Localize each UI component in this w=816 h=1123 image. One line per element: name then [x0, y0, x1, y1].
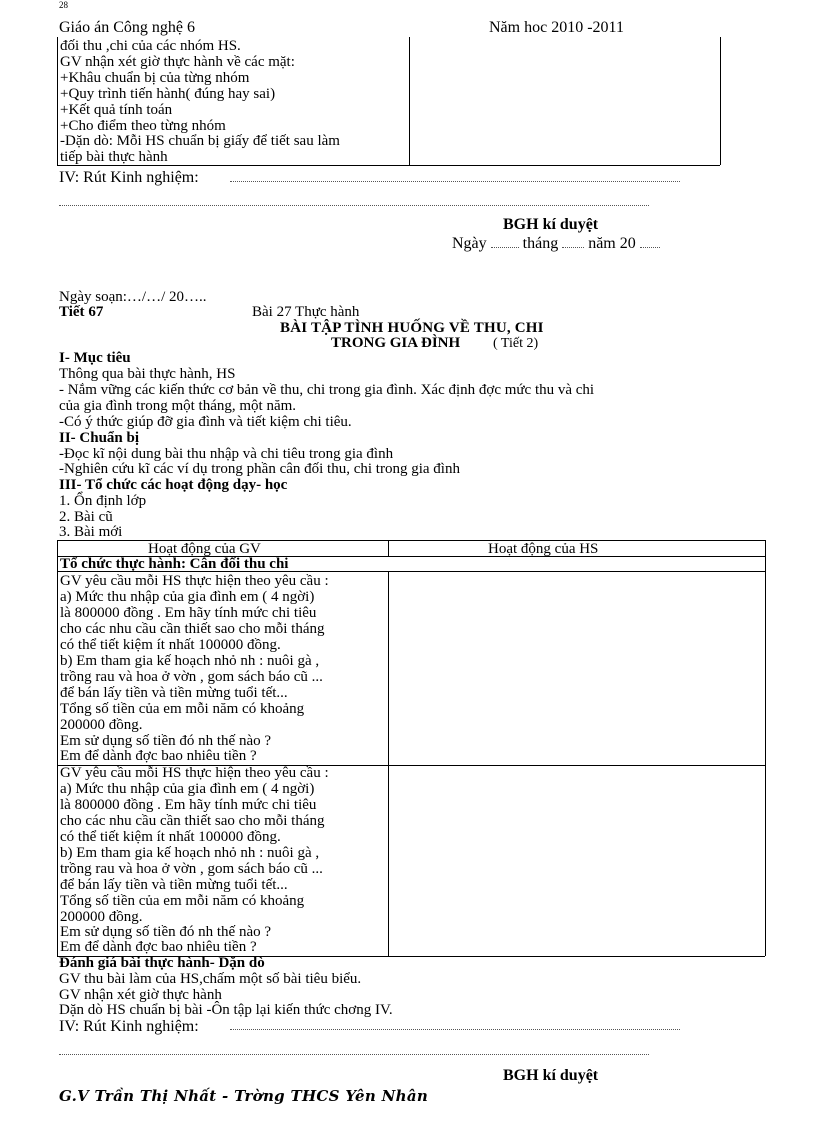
section-text: -Có ý thức giúp đỡ gia đình và tiết kiệm chi tiêu. [59, 414, 352, 430]
review-label: IV: Rút Kinh nghiệm: [59, 169, 199, 186]
lesson-title-line1: BÀI TẬP TÌNH HUỐNG VỀ THU, CHI [280, 320, 544, 336]
header-subject: Giáo án Công nghệ 6 [59, 19, 195, 36]
table-border [57, 540, 58, 956]
evaluation-heading: Đánh giá bài thực hành- Dặn dò [59, 955, 265, 971]
gv-cell-line: a) Mức thu nhập của gia đình em ( 4 ngời) [60, 589, 315, 605]
gv-cell-line: là 800000 đồng . Em hãy tính mức chi tiêu [60, 605, 317, 621]
gv-cell-line: 200000 đồng. [60, 717, 143, 733]
gv-cell-line: có thể tiết kiệm ít nhất 100000 đồng. [60, 829, 281, 845]
column-header-gv: Hoạt động của GV [148, 541, 261, 557]
table-border [765, 540, 766, 956]
section-text: -Đọc kĩ nội dung bài thu nhập và chi tiêu trong gia đình [59, 446, 394, 462]
gv-cell-line: cho các nhu cầu cần thiết sao cho mỗi tháng [60, 621, 325, 637]
section-text: -Nghiên cứu kĩ các ví dụ trong phần cân đối thu, chi trong gia đình [59, 461, 460, 477]
table-section-row: Tổ chức thực hành: Cân đối thu chi [60, 556, 289, 572]
section-text: - Nắm vững các kiến thức cơ bản về thu, chi trong gia đình. Xác định đợc mức thu và chi [59, 382, 595, 398]
gv-cell-line: Em sử dụng số tiền đó nh thế nào ? [60, 733, 272, 749]
section-text: 1. Ổn định lớp [59, 493, 147, 509]
gv-cell-line: trồng rau và hoa ở vờn , gom sách báo cũ ... [60, 861, 323, 877]
gv-cell-line: GV yêu cầu mỗi HS thực hiện theo yêu cầu : [60, 573, 329, 589]
gv-cell-line: GV yêu cầu mỗi HS thực hiện theo yêu cầu : [60, 765, 329, 781]
lesson-title-suffix: ( Tiết 2) [493, 336, 539, 351]
section-text: 3. Bài mới [59, 524, 123, 540]
footer-signature: G.V Trần Thị Nhất - Trờng THCS Yên Nhân [59, 1087, 429, 1105]
gv-cell-line: a) Mức thu nhập của gia đình em ( 4 ngời) [60, 781, 315, 797]
dotted-line [230, 181, 680, 182]
top-table-right-border [720, 37, 721, 165]
top-table-line: +Cho điểm theo từng nhóm [60, 118, 226, 134]
gv-cell-line: Em để dành đợc bao nhiêu tiền ? [60, 939, 257, 955]
evaluation-text: GV nhận xét giờ thực hành [59, 987, 222, 1003]
table-border [388, 540, 389, 556]
gv-cell-line: trồng rau và hoa ở vờn , gom sách báo cũ ... [60, 669, 323, 685]
table-border [388, 571, 389, 956]
header-school-year: Năm hoc 2010 -2011 [489, 19, 624, 36]
gv-cell-line: là 800000 đồng . Em hãy tính mức chi tiêu [60, 797, 317, 813]
gv-cell-line: Em sử dụng số tiền đó nh thế nào ? [60, 924, 272, 940]
evaluation-text: GV thu bài làm của HS,chấm một số bài tiêu biểu. [59, 971, 362, 987]
gv-cell-line: Tổng số tiền của em mỗi năm có khoảng [60, 701, 305, 717]
gv-cell-line: b) Em tham gia kế hoạch nhỏ nh : nuôi gà , [60, 845, 320, 861]
section-text: của gia đình trong một tháng, một năm. [59, 398, 297, 414]
section-heading: II- Chuẩn bị [59, 430, 140, 446]
dotted-line [230, 1029, 680, 1030]
approval-date-year: năm 20 [588, 235, 636, 252]
top-table-left-border [57, 37, 58, 165]
gv-cell-line: 200000 đồng. [60, 909, 143, 925]
gv-cell-line: để bán lấy tiền và tiền mừng tuổi tết... [60, 877, 288, 893]
dotted-line [59, 1054, 649, 1055]
gv-cell-line: cho các nhu cầu cần thiết sao cho mỗi tháng [60, 813, 325, 829]
top-table-line: -Dặn dò: Mỗi HS chuẩn bị giấy để tiết sau làm [60, 133, 340, 149]
section-text: 2. Bài cũ [59, 509, 113, 525]
approval-title: BGH kí duyệt [503, 1067, 599, 1084]
lesson-name: Bài 27 Thực hành [252, 304, 360, 320]
top-table-line: +Quy trình tiến hành( đúng hay sai) [60, 86, 276, 102]
approval-title: BGH kí duyệt [503, 216, 599, 233]
gv-cell-line: b) Em tham gia kế hoạch nhỏ nh : nuôi gà , [60, 653, 320, 669]
review-label: IV: Rút Kinh nghiệm: [59, 1018, 199, 1035]
column-header-hs: Hoạt động của HS [488, 541, 599, 557]
lesson-title-line2: TRONG GIA ĐÌNH [331, 335, 461, 351]
lesson-period-label: Tiết [59, 304, 85, 320]
approval-date-month: tháng [522, 235, 559, 252]
gv-cell-line: có thể tiết kiệm ít nhất 100000 đồng. [60, 637, 281, 653]
top-table-line: GV nhận xét giờ thực hành về các mặt: [60, 54, 295, 70]
prep-date: Ngày soạn:…/…/ 20….. [59, 289, 207, 305]
section-heading: III- Tổ chức các hoạt động dạy- học [59, 477, 288, 493]
approval-date [452, 236, 660, 252]
top-table-line: +Khâu chuẩn bị của từng nhóm [60, 70, 250, 86]
page-number: 28 [59, 0, 68, 10]
section-heading: I- Mục tiêu [59, 350, 131, 366]
top-table-mid-border [409, 37, 410, 165]
evaluation-text: Dặn dò HS chuẩn bị bài -Ôn tập lại kiến thức chơng IV. [59, 1002, 393, 1018]
top-table-line: tiếp bài thực hành [60, 149, 168, 165]
approval-date-day: Ngày [452, 235, 487, 252]
gv-cell-line: để bán lấy tiền và tiền mừng tuổi tết... [60, 685, 288, 701]
lesson-period [59, 305, 103, 320]
top-table-line: đối thu ,chi của các nhóm HS. [60, 38, 241, 54]
section-text: Thông qua bài thực hành, HS [59, 366, 236, 382]
dotted-line [59, 205, 649, 206]
gv-cell-line: Tổng số tiền của em mỗi năm có khoảng [60, 893, 305, 909]
gv-cell-line: Em để dành đợc bao nhiêu tiền ? [60, 748, 257, 764]
lesson-period-number: 67 [88, 304, 104, 320]
top-table-line: +Kết quả tính toán [60, 102, 173, 118]
